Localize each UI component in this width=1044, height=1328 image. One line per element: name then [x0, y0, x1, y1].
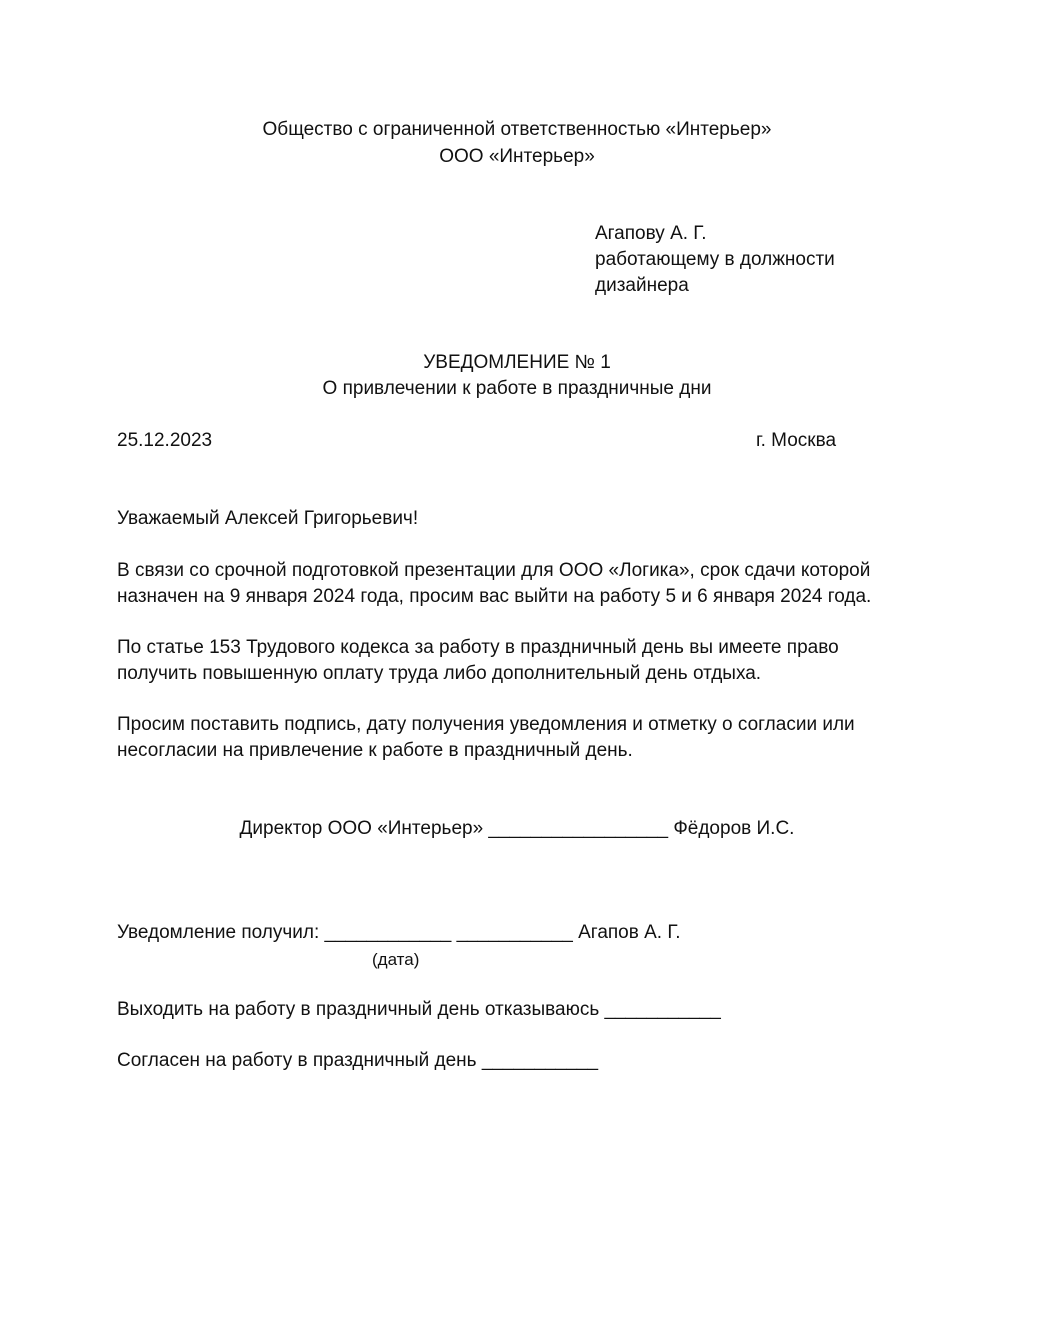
paragraph-2-line-2: получить повышенную оплату труда либо дополнительный день отдыха. — [117, 663, 762, 684]
received-signature-line: Уведомление получил: ____________ ___________ Агапов А. Г. — [117, 922, 681, 943]
paragraph-1-line-2: назначен на 9 января 2024 года, просим вас выйти на работу 5 и 6 января 2024 года. — [117, 586, 872, 607]
recipient-position-line1: работающему в должности — [595, 249, 835, 270]
recipient-position-line2: дизайнера — [595, 275, 689, 296]
recipient-name: Агапову А. Г. — [595, 223, 707, 244]
paragraph-3-line-2: несогласии на привлечение к работе в праздничный день. — [117, 740, 633, 761]
refuse-signature-line: Выходить на работу в праздничный день отказываюсь ___________ — [117, 999, 721, 1020]
paragraph-1-line-1: В связи со срочной подготовкой презентации для ООО «Логика», срок сдачи которой — [117, 560, 871, 581]
notice-title: УВЕДОМЛЕНИЕ № 1 — [423, 352, 611, 373]
organization-full-name: Общество с ограниченной ответственностью «Интерьер» — [262, 119, 772, 140]
organization-short-name: ООО «Интерьер» — [439, 146, 595, 167]
paragraph-3-line-1: Просим поставить подпись, дату получения уведомления и отметку о согласии или — [117, 714, 855, 735]
notice-city: г. Москва — [756, 430, 837, 451]
paragraph-2-line-1: По статье 153 Трудового кодекса за работу в праздничный день вы имеете право — [117, 637, 839, 658]
greeting: Уважаемый Алексей Григорьевич! — [117, 508, 419, 529]
director-signature-line: Директор ООО «Интерьер» _________________ Фёдоров И.С. — [239, 818, 795, 839]
agree-signature-line: Согласен на работу в праздничный день ___________ — [117, 1050, 599, 1071]
notice-subtitle: О привлечении к работе в праздничные дни — [322, 378, 712, 399]
notice-date: 25.12.2023 — [117, 430, 213, 451]
date-caption: (дата) — [372, 950, 420, 969]
